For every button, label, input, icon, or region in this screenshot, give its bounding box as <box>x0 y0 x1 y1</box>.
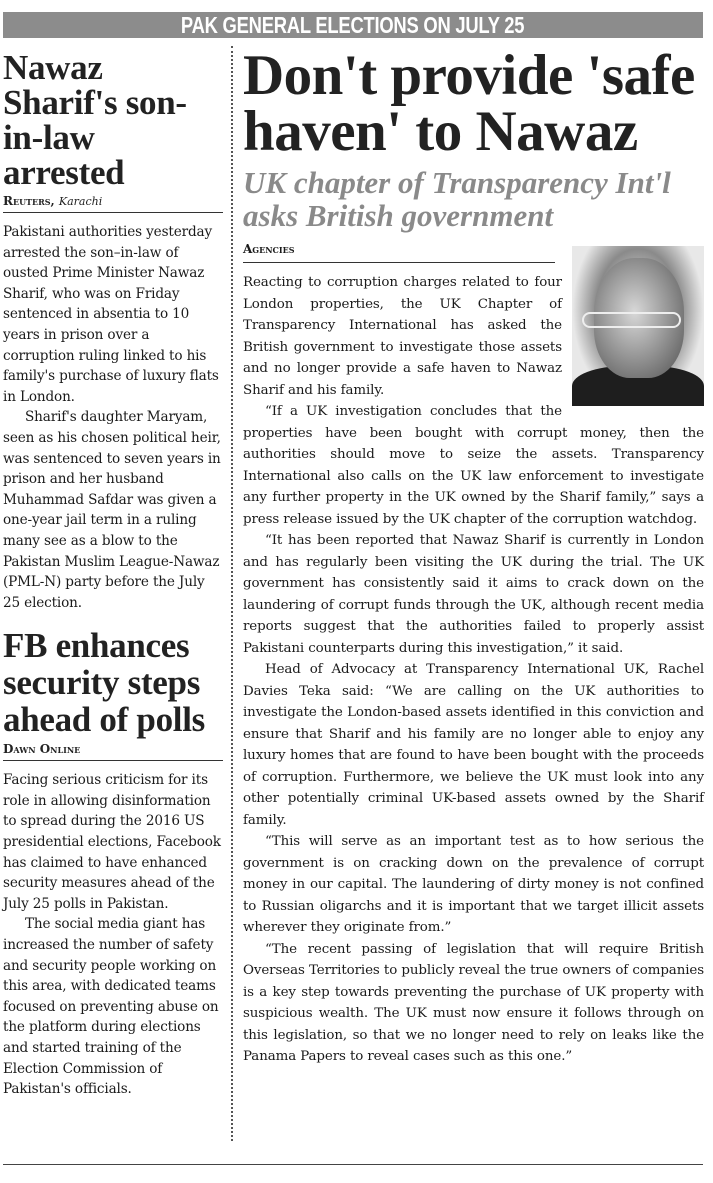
story1-byline-place: Karachi <box>58 195 103 208</box>
column-divider <box>231 46 233 1141</box>
main-subheadline: UK chapter of Transparency Int'l asks British government <box>243 165 671 233</box>
main-paragraph: “It has been reported that Nawaz Sharif is currently in London and has regularly been visiting the UK during the trial. The UK government has consistently said it aims to crack down on the laundering of corrupt funds through the UK, although recent media reports suggest that the authorities failed to properly assist Pakistani counterparts during this investigation,” it said. <box>243 533 704 656</box>
story2-paragraph: The social media giant has increased the number of safety and security people working on this area, with dedicated teams focused on preventing abuse on the platform during elections and started training of the Election Commission of Pakistan's officials. <box>3 916 219 1098</box>
bottom-rule <box>3 1164 703 1165</box>
story1-paragraph: Sharif's daughter Maryam, seen as his chosen political heir, was sentenced to seven years in prison and her husband Muhammad Safdar was given a one-year jail term in a ruling many see as a blow to the Pakistan Muslim League-Nawaz (PML-N) party before the July 25 election. <box>3 409 221 611</box>
main-body <box>243 272 704 1068</box>
main-paragraph: “This will serve as an important test as to how serious the government is on cracking down on the prevalence of corrupt money in our capital. The laundering of dirty money is not confined to Russian oligarchs and it is important that we target illicit assets wherever they originate from.” <box>243 834 704 935</box>
story-son-in-law-arrested <box>3 50 223 613</box>
story1-headline: Nawaz Sharif's son-in-law arrested <box>3 48 187 192</box>
main-paragraph: “The recent passing of legislation that will require British Overseas Territories to publicly reveal the true owners of companies is a key step towards preventing the purchase of UK property with suspicious wealth. The UK must now ensure it follows through on this legislation, so that we no longer need to rely on leaks like the Panama Papers to reveal cases such as this one.” <box>243 941 704 1064</box>
main-paragraph: Head of Advocacy at Transparency International UK, Rachel Davies Teka said: “We are calling on the UK authorities to investigate the London-based assets identified in this conviction and ensure that Sharif and his family are no longer able to enjoy any luxury homes that are found to have been bought with the proceeds of corruption. Furthermore, we believe the UK must look into any other potentially criminal UK-based assets owned by the Sharif family. <box>243 662 704 828</box>
main-paragraph: “If a UK investigation concludes that the properties have been bought with corrupt money, then the authorities should move to seize the assets. Transparency International also calls on the UK law enforcement to investigate any further property in the UK owned by the Sharif family,” says a press release issued by the UK chapter of the corruption watchdog. <box>243 404 704 527</box>
story2-headline: FB enhances security steps ahead of polls <box>3 626 205 740</box>
section-banner <box>3 12 703 38</box>
story2-byline <box>3 742 223 761</box>
story1-paragraph: Pakistani authorities yesterday arrested the son–in-law of ousted Prime Minister Nawaz Sharif, who was on Friday sentenced in absentia to 10 years in prison over a corruption ruling linked to his family's purchase of luxury flats in London. <box>3 224 219 405</box>
main-headline: Don't provide 'safe haven' to Nawaz <box>243 44 695 163</box>
story1-byline <box>3 194 223 213</box>
main-story <box>243 44 704 1068</box>
story2-byline-source: Dawn Online <box>3 742 81 757</box>
story2-body <box>3 770 223 1100</box>
main-paragraph: Reacting to corruption charges related to four London properties, the UK Chapter of Transparency International has asked the British government to investigate those assets and no longer provide a safe haven to Nawaz Sharif and his family. <box>243 275 562 398</box>
story1-body <box>3 222 223 613</box>
left-column <box>3 44 223 1100</box>
story2-paragraph: Facing serious criticism for its role in allowing disinformation to spread during the 2016 US presidential elections, Facebook has claimed to have enhanced security measures ahead of the July 25 polls in Pakistan. <box>3 772 221 912</box>
main-byline: Agencies <box>243 242 555 263</box>
story-fb-security <box>3 627 223 1100</box>
section-banner-text: PAK GENERAL ELECTIONS ON JULY 25 <box>181 12 525 38</box>
story1-byline-source: Reuters, <box>3 194 55 208</box>
nawaz-sharif-photo <box>572 246 704 406</box>
photo-glasses <box>582 312 681 328</box>
